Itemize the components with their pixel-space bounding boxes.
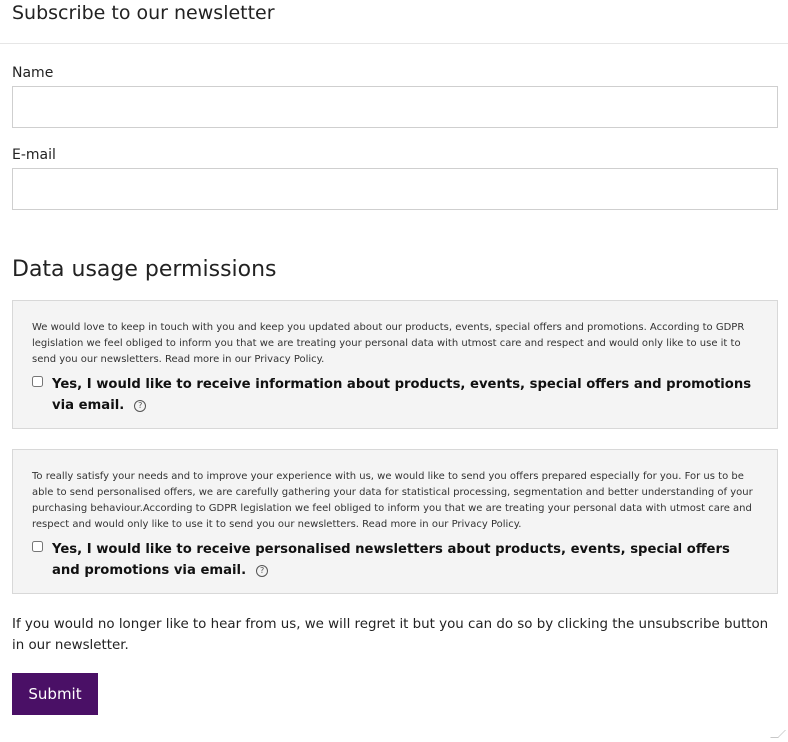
permission-option-marketing[interactable]: [32, 374, 758, 416]
permission-text-marketing: We would love to keep in touch with you and keep you updated about our products, events, special offers and promotions. According to GDPR legislation we feel obliged to inform you that we are treating your personal data with utmost care and respect and would only like to use it to send you our newsletters. Read more in our Privacy Policy.: [32, 322, 745, 365]
permission-text-personalised: To really satisfy your needs and to improve your experience with us, we would like to send you offers prepared especially for you. For us to be able to send personalised offers, we are carefully gathering your data for statistical processing, segmentation and better understanding of your purchasing behaviour.According to GDPR legislation we feel obliged to inform you that we are treating your personal data with utmost care and respect and would only like to use it to send you our newsletters. Read more in our Privacy Policy.: [32, 471, 753, 530]
resize-grip-icon[interactable]: [770, 730, 786, 738]
help-icon[interactable]: ?: [134, 400, 146, 412]
permission-option-personalised[interactable]: [32, 539, 758, 581]
personalised-consent-checkbox[interactable]: [32, 541, 43, 552]
permissions-title: Data usage permissions: [12, 257, 277, 282]
email-input[interactable]: [12, 168, 778, 210]
email-label: E-mail: [12, 147, 56, 163]
personalised-consent-label: Yes, I would like to receive personalised newsletters about products, events, special offers and promotions via email.: [52, 542, 730, 578]
name-input[interactable]: [12, 86, 778, 128]
marketing-consent-label: Yes, I would like to receive information about products, events, special offers and promotions via email.: [52, 377, 752, 413]
name-label: Name: [12, 65, 54, 81]
permission-box-personalised: [12, 449, 778, 594]
page-title: Subscribe to our newsletter: [12, 2, 275, 24]
permission-box-marketing: [12, 300, 778, 429]
newsletter-form: [0, 64, 788, 715]
submit-button[interactable]: Submit: [12, 673, 98, 715]
help-icon[interactable]: ?: [256, 565, 268, 577]
newsletter-header: [0, 0, 788, 44]
unsubscribe-note: If you would no longer like to hear from us, we will regret it but you can do so by clicking the unsubscribe button in our newsletter.: [12, 617, 769, 653]
marketing-consent-checkbox[interactable]: [32, 376, 43, 387]
